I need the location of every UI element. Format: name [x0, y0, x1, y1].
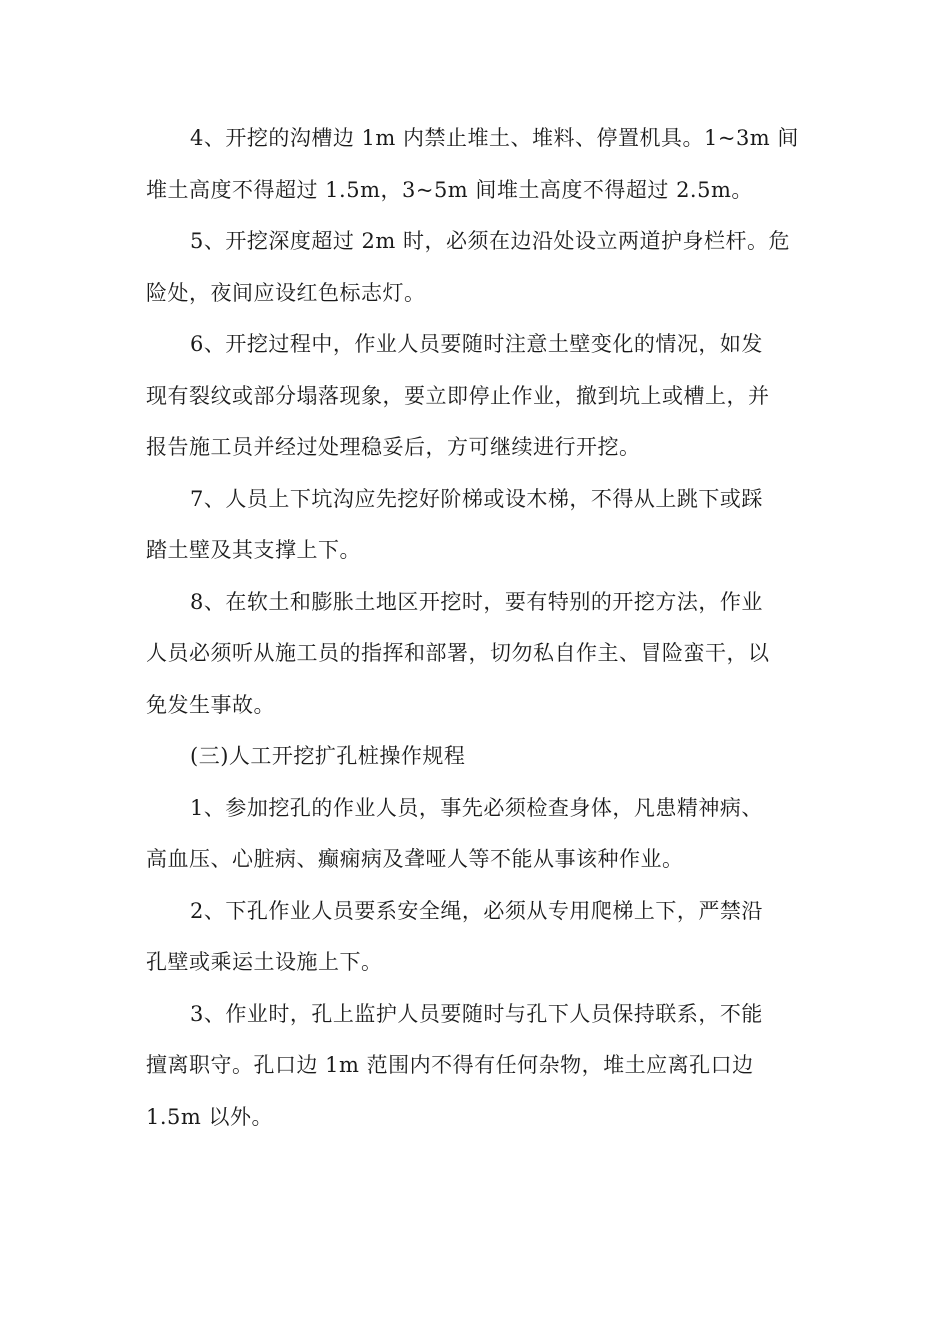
paragraph-line: 1.5m 以外。 — [146, 1104, 273, 1129]
paragraph-item-7 — [146, 474, 806, 577]
paragraph-line: 踏土壁及其支撑上下。 — [146, 538, 361, 562]
section-heading — [146, 731, 806, 783]
paragraph-line: 1、参加挖孔的作业人员，事先必须检查身体，凡患精神病、 — [190, 795, 763, 820]
paragraph-line: 3、作业时，孔上监护人员要随时与孔下人员保持联系，不能 — [190, 1001, 763, 1026]
paragraph-line: 擅离职守。孔口边 1m 范围内不得有任何杂物，堆土应离孔口边 — [146, 1053, 754, 1077]
paragraph-line: 险处，夜间应设红色标志灯。 — [146, 280, 426, 305]
document-body — [146, 113, 806, 1143]
paragraph-line: 免发生事故。 — [146, 692, 275, 717]
paragraph-item-4 — [146, 113, 806, 216]
paragraph-item-1 — [146, 783, 806, 886]
paragraph-line: 2、下孔作业人员要系安全绳，必须从专用爬梯上下，严禁沿 — [190, 898, 763, 923]
paragraph-line: 7、人员上下坑沟应先挖好阶梯或设木梯，不得从上跳下或踩 — [190, 486, 763, 511]
paragraph-item-8 — [146, 577, 806, 732]
paragraph-line: 6、开挖过程中，作业人员要随时注意土壁变化的情况，如发 — [190, 332, 763, 356]
paragraph-line: 4、开挖的沟槽边 1m 内禁止堆土、堆料、停置机具。1~3m 间 — [190, 126, 799, 150]
paragraph-item-3 — [146, 989, 806, 1144]
paragraph-item-5 — [146, 216, 806, 319]
paragraph-line: 人员必须听从施工员的指挥和部署，切勿私自作主、冒险蛮干，以 — [146, 641, 770, 665]
paragraph-line: 高血压、心脏病、癫痫病及聋哑人等不能从事该种作业。 — [146, 847, 684, 871]
paragraph-line: 孔壁或乘运土设施上下。 — [146, 950, 383, 974]
paragraph-line: 8、在软土和膨胀土地区开挖时，要有特别的开挖方法，作业 — [190, 589, 763, 614]
paragraph-line: 堆土高度不得超过 1.5m，3~5m 间堆土高度不得超过 2.5m。 — [146, 177, 753, 202]
paragraph-line: 现有裂纹或部分塌落现象，要立即停止作业，撤到坑上或槽上，并 — [146, 383, 770, 408]
section-heading-text: (三)人工开挖扩孔桩操作规程 — [190, 744, 466, 768]
paragraph-item-6 — [146, 319, 806, 474]
paragraph-line: 报告施工员并经过处理稳妥后，方可继续进行开挖。 — [146, 435, 641, 459]
paragraph-item-2 — [146, 886, 806, 989]
paragraph-line: 5、开挖深度超过 2m 时，必须在边沿处设立两道护身栏杆。危 — [190, 229, 790, 253]
